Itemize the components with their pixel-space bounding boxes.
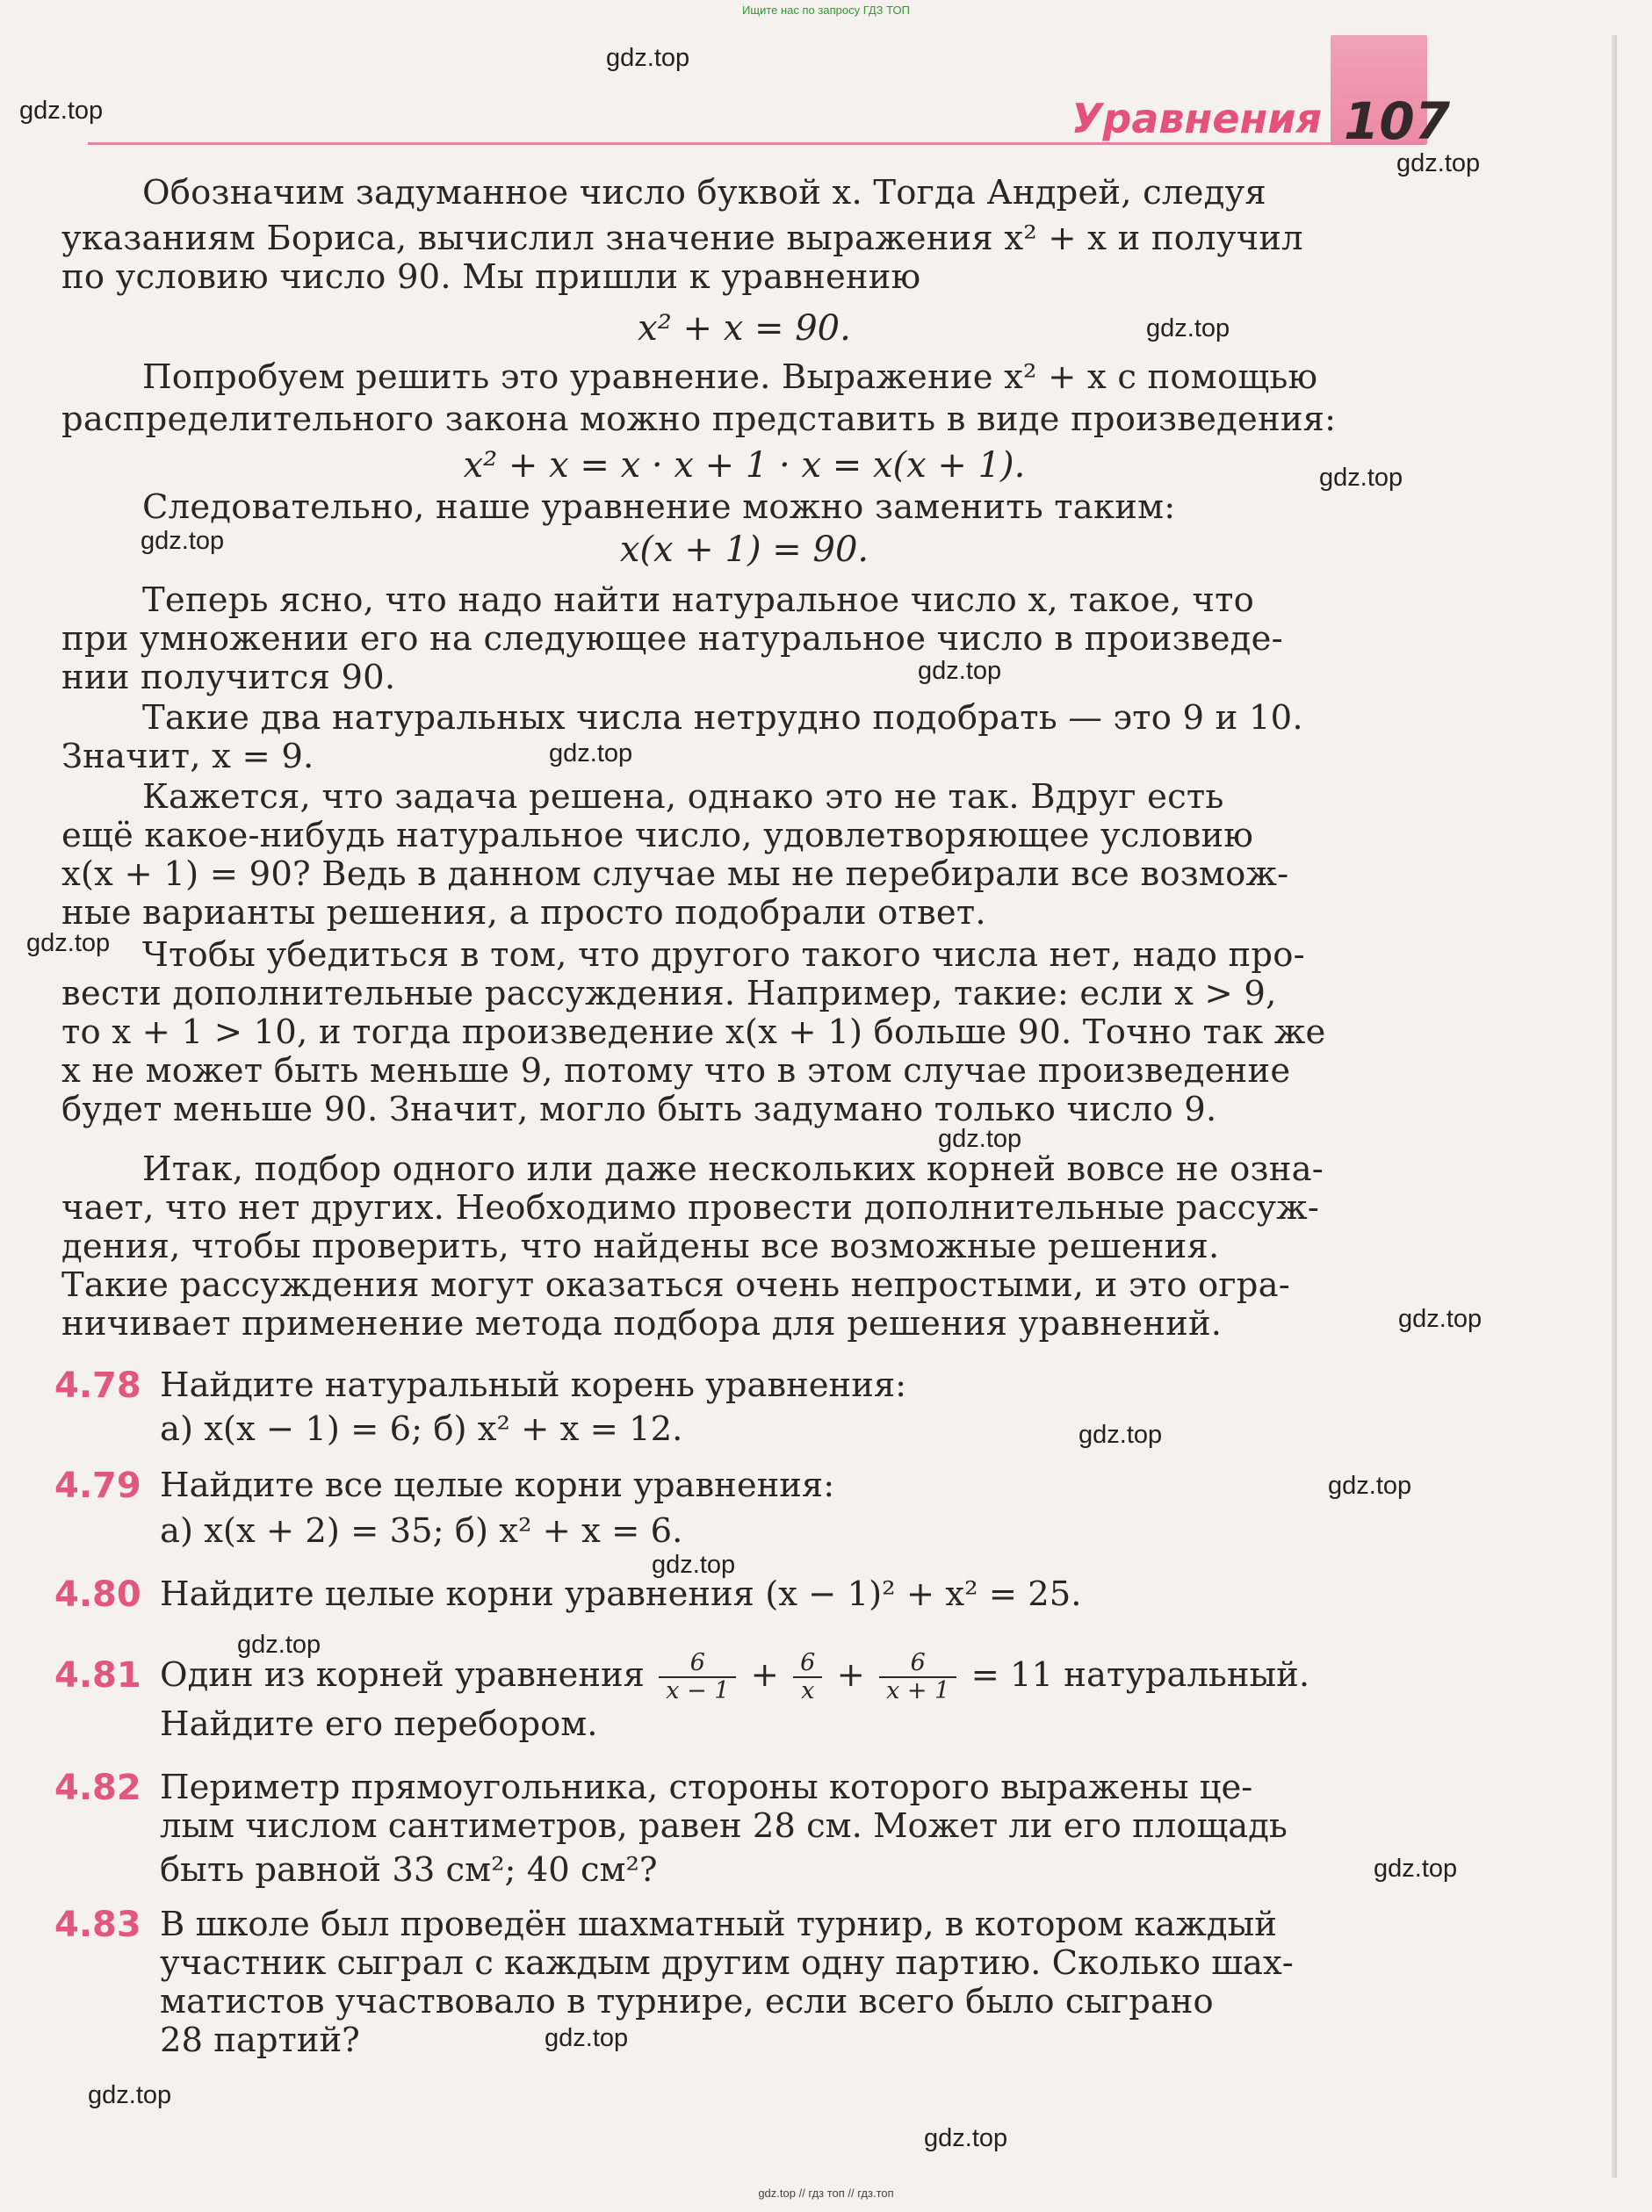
fraction-numerator: 6	[879, 1650, 956, 1678]
body-line: Такие два натуральных числа нетрудно подобрать — это 9 и 10.	[142, 698, 1303, 738]
equation: x² + x = x · x + 1 · x = x(x + 1).	[463, 445, 1026, 486]
equation: x² + x = 90.	[638, 308, 851, 349]
body-line: Чтобы убедиться в том, что другого такого числа нет, надо про-	[142, 935, 1305, 975]
watermark: gdz.top	[26, 929, 111, 957]
problem-number: 4.80	[54, 1574, 141, 1615]
problem-text: матистов участвовало в турнире, если всего было сыграно	[160, 1982, 1214, 2021]
body-line: при умножении его на следующее натуральное число в произведе-	[61, 619, 1283, 659]
body-line: чает, что нет других. Необходимо провести дополнительные рассуж-	[61, 1188, 1320, 1228]
problem-text: В школе был проведён шахматный турнир, в котором каждый	[160, 1905, 1277, 1944]
section-title: Уравнения	[1071, 95, 1323, 142]
watermark: gdz.top	[924, 2124, 1008, 2152]
body-line: x не может быть меньше 9, потому что в этом случае произведение	[61, 1051, 1291, 1091]
problem-text: лым числом сантиметров, равен 28 см. Может ли его площадь	[160, 1806, 1288, 1846]
body-line: Значит, x = 9.	[61, 737, 314, 776]
watermark: gdz.top	[545, 2024, 629, 2052]
watermark: gdz.top	[1319, 464, 1403, 492]
top-note: Ищите нас по запросу ГДЗ ТОП	[742, 4, 910, 17]
watermark: gdz.top	[1328, 1472, 1412, 1500]
plus-sign: +	[836, 1655, 865, 1695]
body-line: то x + 1 > 10, и тогда произведение x(x + 1) больше 90. Точно так же	[61, 1012, 1326, 1052]
fraction-denominator: x + 1	[886, 1677, 950, 1704]
watermark: gdz.top	[1396, 149, 1481, 177]
watermark: gdz.top	[606, 44, 690, 72]
fraction-denominator: x − 1	[666, 1677, 730, 1704]
problem-text: а) x(x + 2) = 35; б) x² + x = 6.	[160, 1511, 683, 1551]
watermark: gdz.top	[19, 97, 104, 125]
body-line: ные варианты решения, а просто подобрали ответ.	[61, 893, 986, 933]
body-line: ничивает применение метода подбора для решения уравнений.	[61, 1304, 1223, 1344]
page-number: 107	[1344, 91, 1451, 151]
problem-number: 4.81	[54, 1655, 141, 1696]
fraction-numerator: 6	[659, 1650, 736, 1678]
body-line: Кажется, что задача решена, однако это не так. Вдруг есть	[142, 777, 1224, 817]
body-line: Обозначим задуманное число буквой x. Тогда Андрей, следуя	[142, 173, 1266, 213]
problem-equation-line	[160, 1640, 1427, 1711]
watermark: gdz.top	[237, 1631, 321, 1659]
problem-text: участник сыграл с каждым другим одну партию. Сколько шах-	[160, 1943, 1294, 1983]
fraction-denominator: x	[801, 1677, 815, 1704]
problem-number: 4.83	[54, 1905, 141, 1945]
body-line: Такие рассуждения могут оказаться очень непростыми, и это огра-	[61, 1265, 1291, 1305]
body-line: Итак, подбор одного или даже нескольких корней вовсе не озна-	[142, 1149, 1324, 1189]
fraction-numerator: 6	[793, 1650, 822, 1678]
page-edge	[1612, 35, 1617, 2178]
problem-text: Один из корней уравнения	[160, 1655, 645, 1695]
problem-text: 28 партий?	[160, 2021, 360, 2060]
watermark: gdz.top	[1374, 1855, 1458, 1883]
watermark: gdz.top	[141, 527, 225, 555]
watermark: gdz.top	[918, 657, 1002, 685]
watermark: gdz.top	[1146, 314, 1230, 342]
fraction	[793, 1650, 822, 1704]
watermark: gdz.top	[1078, 1421, 1163, 1449]
problem-text: а) x(x − 1) = 6; б) x² + x = 12.	[160, 1409, 683, 1449]
body-line: дения, чтобы проверить, что найдены все возможные решения.	[61, 1227, 1220, 1266]
problem-text: Найдите натуральный корень уравнения:	[160, 1365, 907, 1405]
body-line: x(x + 1) = 90? Ведь в данном случае мы не перебирали все возмож-	[61, 854, 1289, 894]
problem-text: быть равной 33 см²; 40 см²?	[160, 1850, 658, 1890]
watermark: gdz.top	[1398, 1305, 1482, 1333]
bottom-note: gdz.top // гдз топ // гдз.топ	[758, 2187, 894, 2200]
problem-text: Периметр прямоугольника, стороны которого выражены це-	[160, 1768, 1253, 1807]
body-line: указаниям Бориса, вычислил значение выражения x² + x и получил	[61, 219, 1303, 258]
plus-sign: +	[750, 1655, 779, 1695]
body-line: по условию число 90. Мы пришли к уравнению	[61, 257, 921, 297]
fraction	[879, 1650, 956, 1704]
header-line	[88, 142, 1425, 145]
problem-text: = 11 натуральный.	[970, 1655, 1310, 1695]
problem-text: Найдите целые корни уравнения (x − 1)² + x² = 25.	[160, 1574, 1082, 1614]
body-line: распределительного закона можно представить в виде произведения:	[61, 400, 1337, 439]
fraction	[659, 1650, 736, 1704]
body-line: Следовательно, наше уравнение можно заменить таким:	[142, 487, 1176, 527]
body-line: Попробуем решить это уравнение. Выражение x² + x с помощью	[142, 357, 1318, 397]
equation: x(x + 1) = 90.	[619, 530, 869, 570]
problem-number: 4.78	[54, 1365, 141, 1406]
watermark: gdz.top	[549, 739, 633, 767]
body-line: нии получится 90.	[61, 658, 396, 697]
problem-text: Найдите его перебором.	[160, 1704, 598, 1744]
problem-text: Найдите все целые корни уравнения:	[160, 1466, 835, 1505]
body-line: Теперь ясно, что надо найти натуральное число x, такое, что	[142, 580, 1254, 620]
body-line: вести дополнительные рассуждения. Например, такие: если x > 9,	[61, 974, 1277, 1013]
watermark: gdz.top	[938, 1125, 1022, 1153]
problem-number: 4.79	[54, 1466, 141, 1506]
body-line: будет меньше 90. Значит, могло быть задумано только число 9.	[61, 1090, 1217, 1129]
problem-number: 4.82	[54, 1768, 141, 1808]
body-line: ещё какое-нибудь натуральное число, удовлетворяющее условию	[61, 816, 1254, 855]
watermark: gdz.top	[652, 1551, 736, 1579]
watermark: gdz.top	[88, 2081, 172, 2109]
